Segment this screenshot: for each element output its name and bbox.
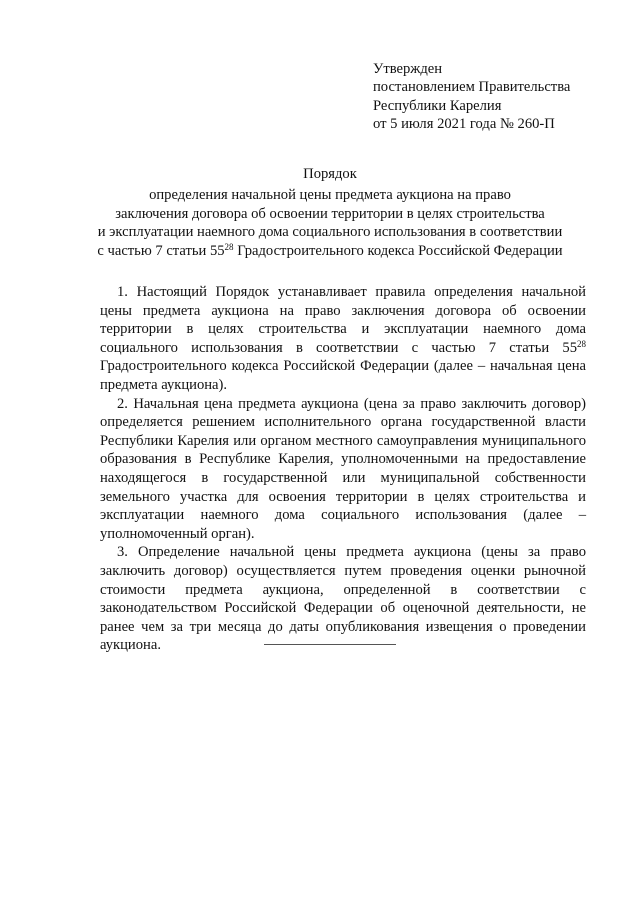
title-line-4-superscript: 28 <box>224 241 234 252</box>
approval-line-resolution: постановлением Правительства <box>373 79 571 96</box>
paragraph-2: 2. Начальная цена предмета аукциона (цена за право заключить договор) определяется решением исполнительного органа государственной власти Республики Карелия или органом местного самоуправления муниципального образования в Республике Карелия, уполномоченными на предоставление находящегося в государственной или муниципальной собственности земельного участка для освоения территории в целях строительства и эксплуатации наемного дома социального использования (далее – уполномоченный орган). <box>100 395 586 542</box>
title-line-3: и эксплуатации наемного дома социального использования в соответствии <box>97 224 563 241</box>
title-line-4 <box>60 242 600 260</box>
title-line-4-end: Градостроительного кодекса Российской Федерации <box>233 242 563 259</box>
paragraph-1-start: 1. Настоящий Порядок устанавливает правила определения начальной цены предмета аукциона на право заключения договора об освоении территории в целях строительства и эксплуатации наемного дома социального использования в соответствии с частью 7 статьи 55 <box>100 284 586 356</box>
paragraph-1-end: Градостроительного кодекса Российской Федерации (далее – начальная цена предмета аукциона). <box>100 358 586 393</box>
title-line-4-start: с частью 7 статьи 55 <box>97 242 225 259</box>
approval-line-republic: Республики Карелия <box>373 97 502 114</box>
document-title <box>60 165 600 260</box>
title-line-2: заключения договора об освоении территории в целях строительства <box>115 205 545 222</box>
paragraph-3: 3. Определение начальной цены предмета аукциона (цены за право заключить договор) осуществляется путем проведения оценки рыночной стоимости предмета аукциона, определенной в соответствии с законодательством Российской Федерации об оценочной деятельности, не ранее чем за три месяца до даты опубликования извещения о проведении аукциона. <box>100 544 586 654</box>
document-body <box>100 283 586 655</box>
title-heading: Порядок <box>303 166 357 182</box>
approval-stamp <box>373 60 628 134</box>
closing-divider <box>264 644 396 645</box>
title-line-1: определения начальной цены предмета аукциона на право <box>149 187 511 204</box>
paragraph-1-superscript: 28 <box>577 338 586 349</box>
approval-line-date-number: от 5 июля 2021 года № 260-П <box>373 116 555 133</box>
paragraph-1 <box>100 283 586 395</box>
approval-line-approved: Утвержден <box>373 61 443 77</box>
